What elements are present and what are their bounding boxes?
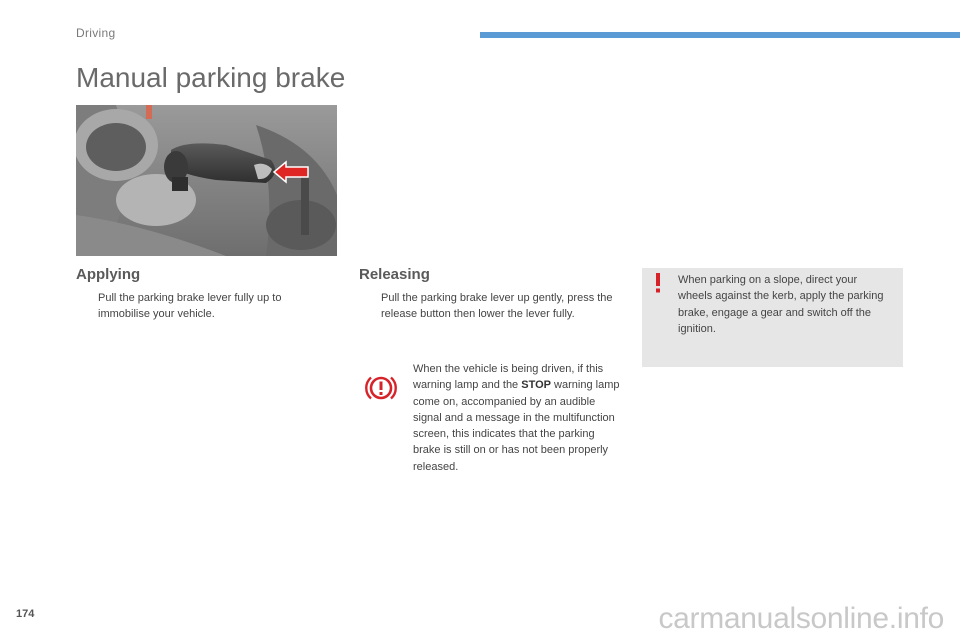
applying-instruction	[76, 290, 328, 322]
header-accent-bar	[480, 32, 960, 38]
exclamation-icon	[652, 273, 664, 293]
releasing-instruction	[359, 290, 613, 322]
releasing-heading: Releasing	[359, 266, 430, 283]
applying-heading: Applying	[76, 266, 141, 283]
brake-warning-lamp-icon	[365, 374, 397, 402]
warning-lamp-description	[413, 361, 625, 475]
parking-brake-photo	[76, 105, 337, 256]
section-label: Driving	[76, 26, 116, 40]
note-text: When parking on a slope, direct your wheels against the kerb, apply the parking brake, engage a gear and switch off the ignition.	[678, 274, 884, 335]
warning-text-after: warning lamp come on, accompanied by an audible signal and a message in the multifunction screen, this indicates that the parking brake is still on or has not been properly released.	[413, 379, 620, 473]
page-number: 174	[16, 608, 35, 620]
releasing-text: Pull the parking brake lever up gently, press the release button then lower the lever fully.	[381, 292, 613, 320]
warning-text-before: When the vehicle is being driven, if this warning lamp and the	[413, 363, 604, 392]
page-title: Manual parking brake	[76, 62, 346, 93]
stop-label: STOP	[521, 379, 551, 392]
watermark: carmanualsonline.info	[658, 602, 944, 635]
applying-text: Pull the parking brake lever fully up to immobilise your vehicle.	[98, 292, 282, 320]
